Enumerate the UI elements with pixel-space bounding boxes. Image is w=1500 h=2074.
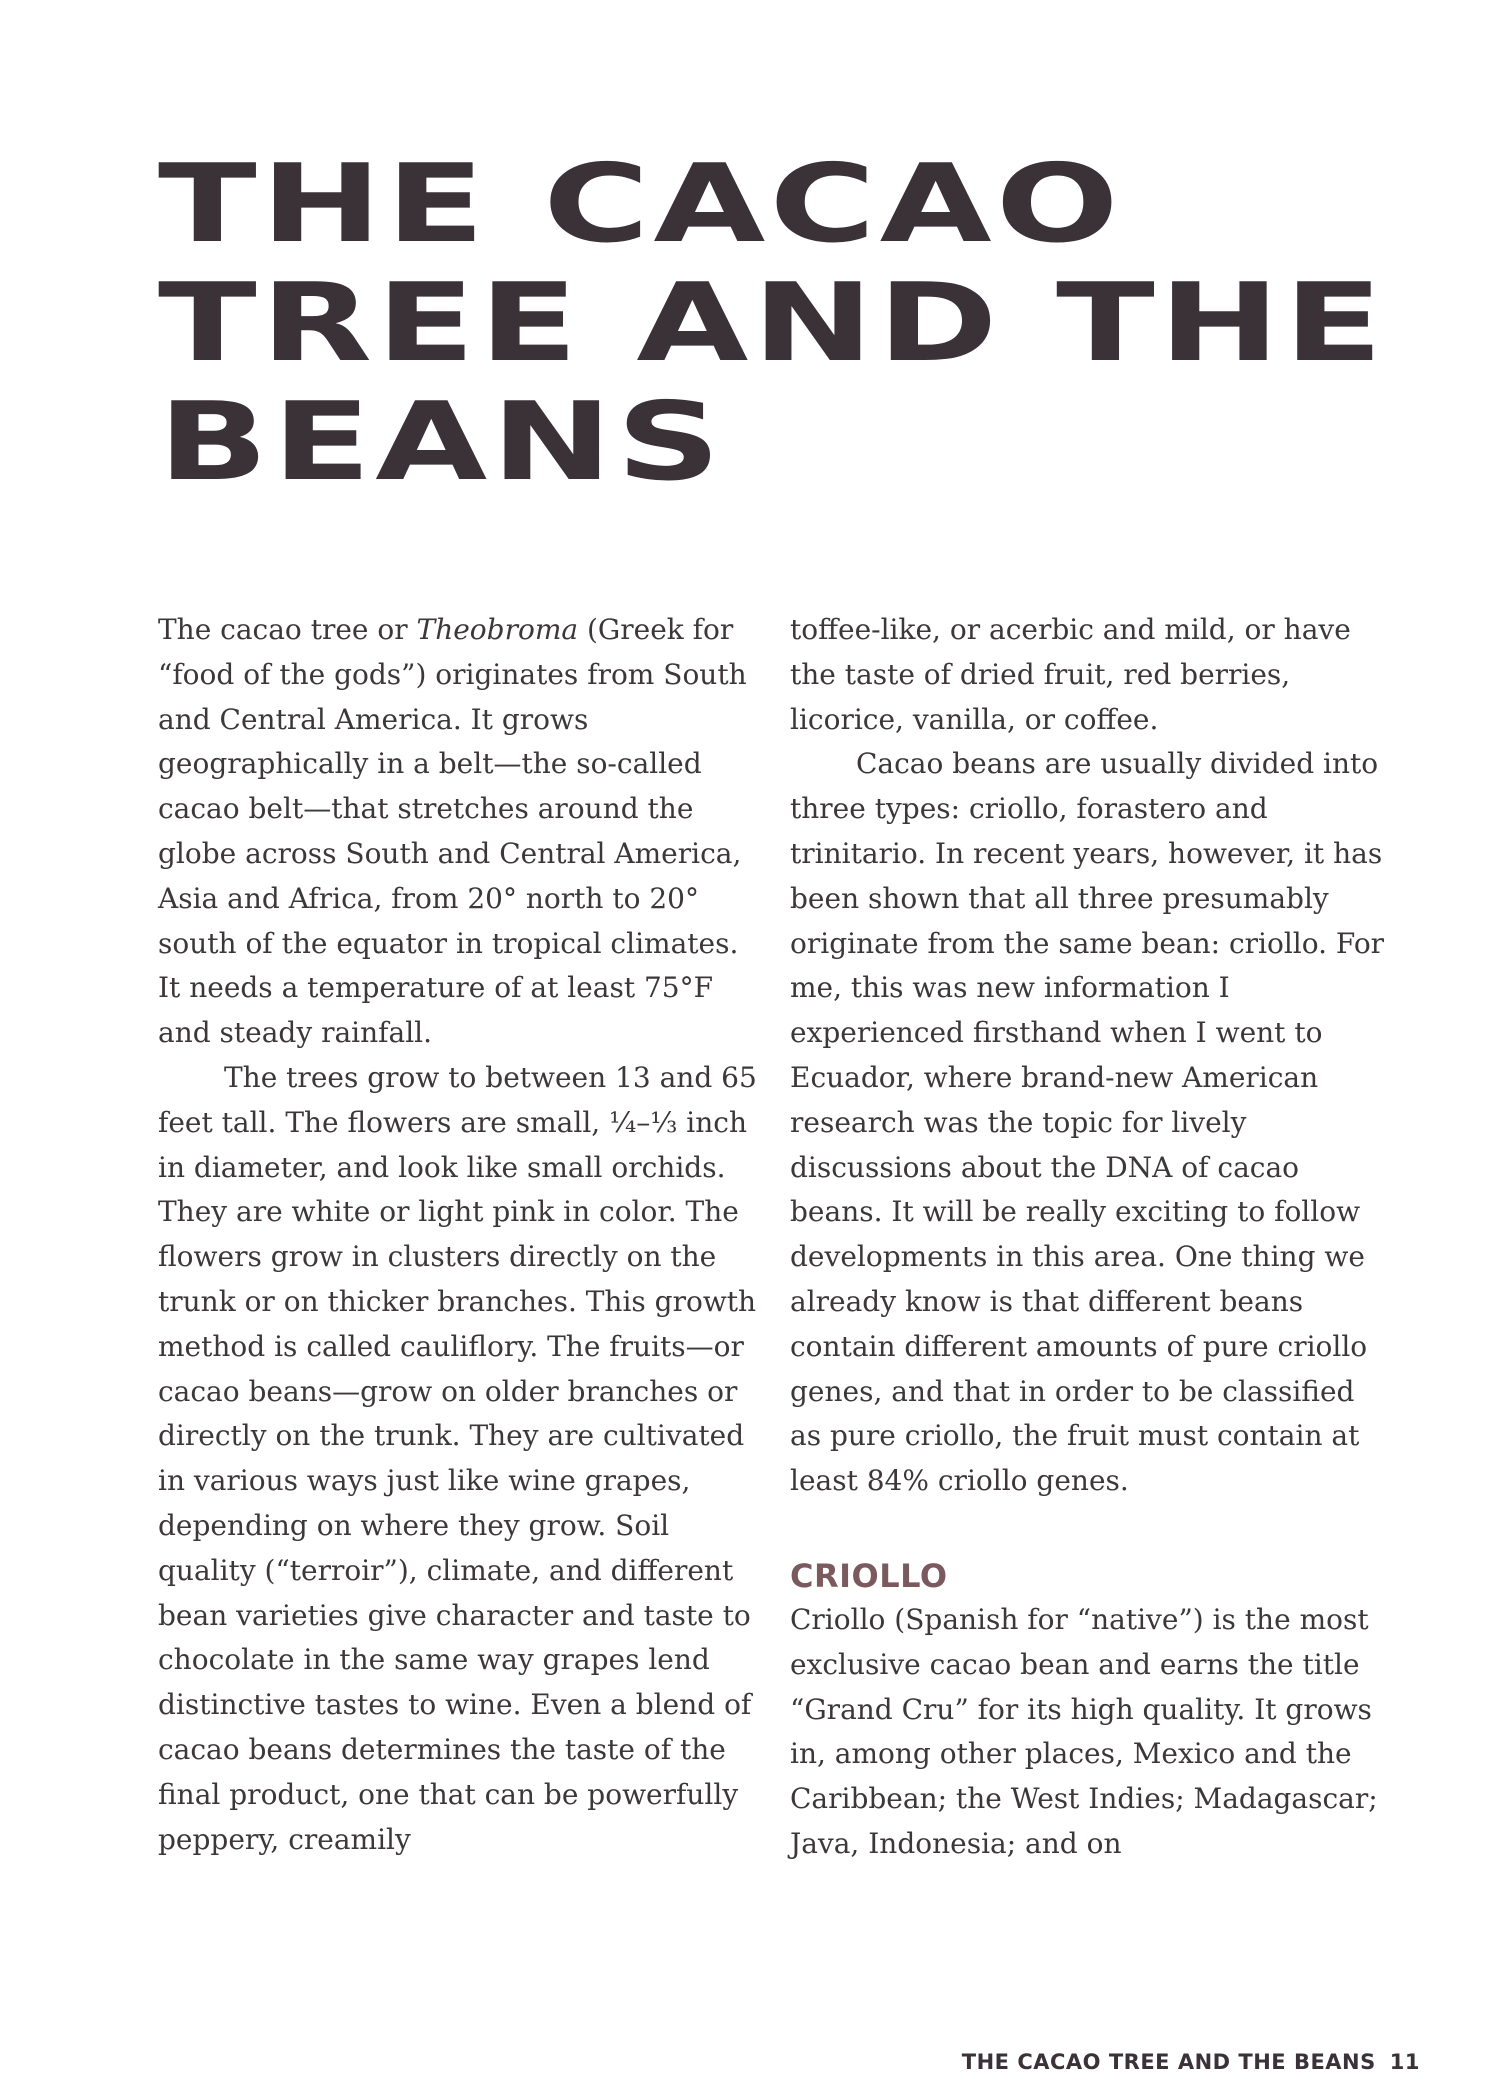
intro-text-start: The cacao tree or xyxy=(158,613,417,646)
page-title xyxy=(158,142,1500,505)
page-footer xyxy=(962,2050,1420,2074)
taste-continuation-paragraph: toffee-like, or acerbic and mild, or have the taste of dried fruit, red berries, licorice, vanilla, or coffee. xyxy=(790,613,1351,736)
criollo-paragraph: Criollo (Spanish for “native”) is the most exclusive cacao bean and earns the title “Grand Cru” for its high quality. It grows in, among other places, Mexico and the Caribbean; the West Indies; Madagascar; Java, Indonesia; and on xyxy=(790,1602,1378,1860)
page-number: 11 xyxy=(1389,2050,1420,2074)
title-line-3: BEANS xyxy=(158,380,725,505)
criollo-heading: CRIOLLO xyxy=(790,1556,948,1595)
bean-types-paragraph: Cacao beans are usually divided into three types: criollo, forastero and trinitario. In recent years, however, it has been shown that all three presumably originate from the same bean: criollo. For me, this was new information I experienced firsthand when I went to Ecuador, where brand-new American research was the topic for lively discussions about the DNA of cacao beans. It will be really exciting to follow developments in this area. One thing we already know is that different beans contain different amounts of pure criollo genes, and that in order to be classified as pure criollo, the fruit must contain at least 84% criollo genes. xyxy=(790,747,1385,1498)
left-text-column xyxy=(158,608,758,1862)
intro-text-rest: (Greek for “food of the gods”) originates from South and Central America. It grows geographically in a belt—the so-called cacao belt—that stretches around the globe across South and Central America, Asia and Africa, from 20° north to 20° south of the equator in tropical climates. It needs a temperature of at least 75°F and steady rainfall. xyxy=(158,613,747,1050)
title-line-1: THE CACAO xyxy=(158,142,1123,267)
right-text-column xyxy=(790,608,1390,1867)
running-title: THE CACAO TREE AND THE BEANS xyxy=(961,2050,1376,2074)
title-line-2: TREE AND THE xyxy=(158,261,1387,386)
intro-paragraph xyxy=(158,608,758,1056)
theobroma-italic: Theobroma xyxy=(416,613,579,646)
trees-paragraph: The trees grow to between 13 and 65 feet tall. The flowers are small, ¼–⅓ inch in diameter, and look like small orchids. They are white or light pink in color. The flowers grow in clusters directly on the trunk or on thicker branches. This growth method is called cauliflory. The fruits—or cacao beans—grow on older branches or directly on the trunk. They are cultivated in various ways just like wine grapes, depending on where they grow. Soil quality (“terroir”), climate, and different bean varieties give character and taste to chocolate in the same way grapes lend distinctive tastes to wine. Even a blend of cacao beans determines the taste of the final product, one that can be powerfully peppery, creamily xyxy=(158,1060,757,1856)
